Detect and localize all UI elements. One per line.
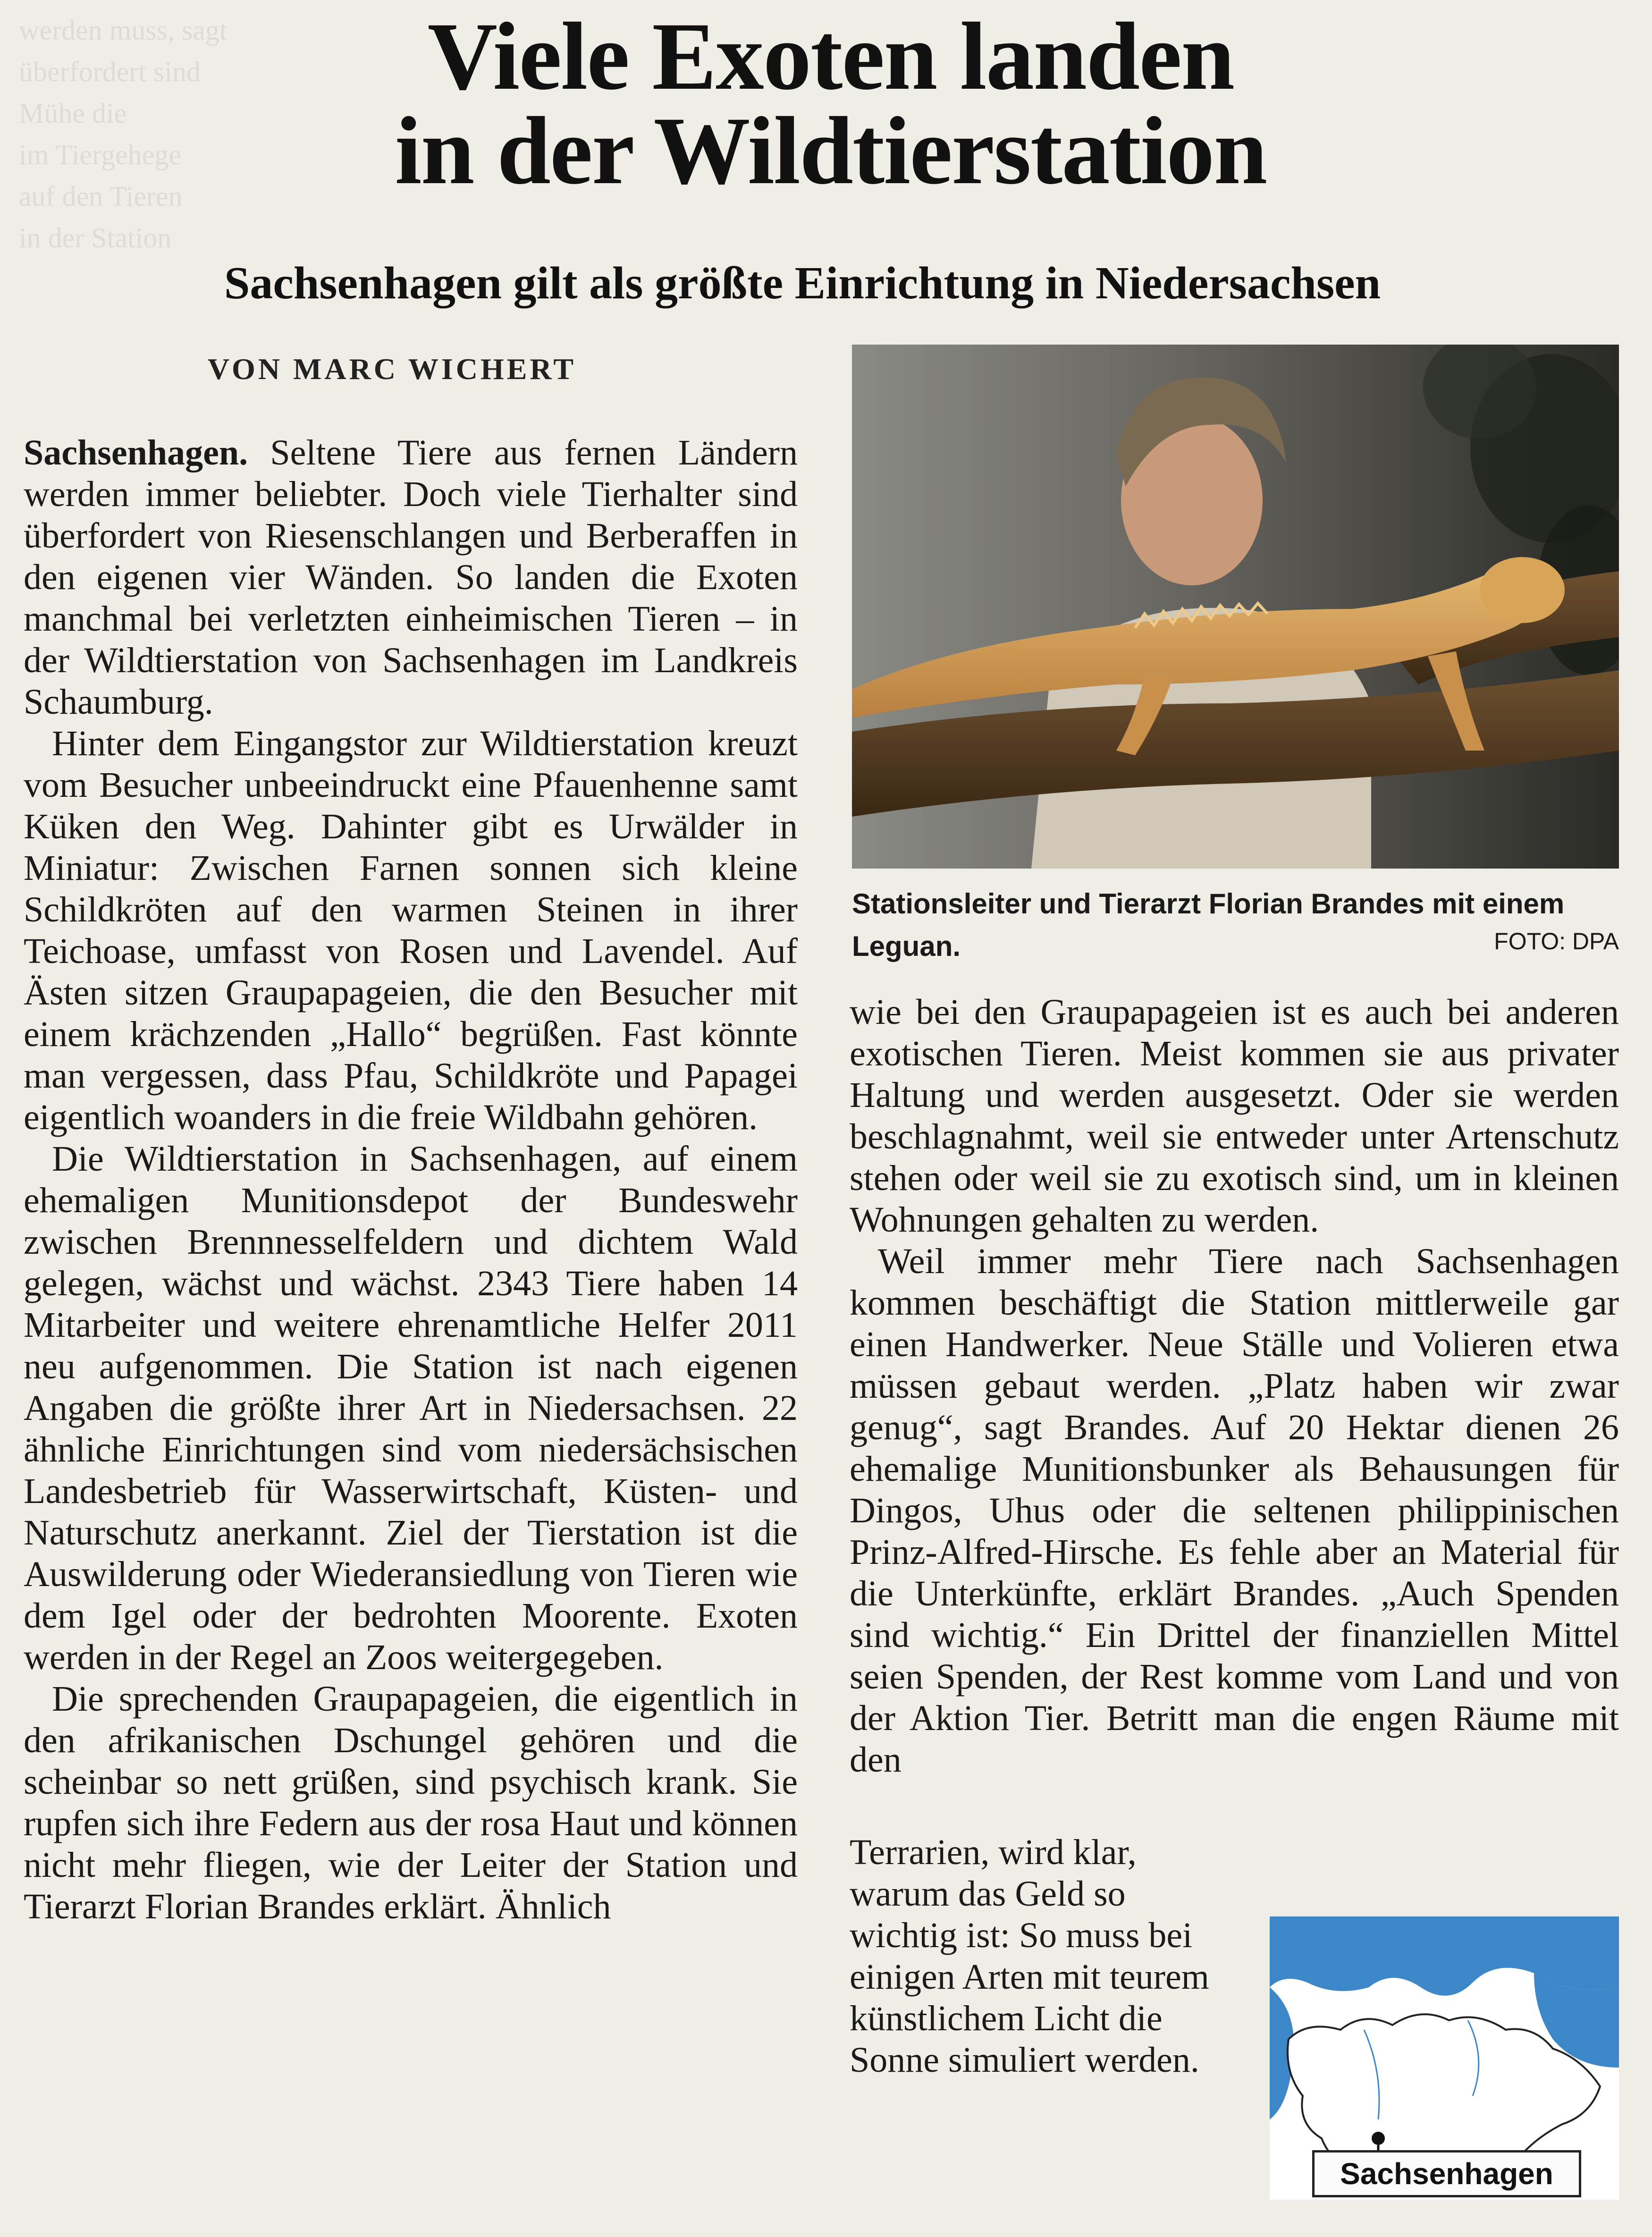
headline-line-1: Viele Exoten landen (427, 3, 1234, 110)
photo-caption: Stationsleiter und Tierarzt Florian Brandes mit einem Leguan. (852, 888, 1565, 962)
article-column-left (24, 432, 798, 2226)
dateline: Sachsenhagen. (24, 433, 248, 473)
article-paragraph: Die sprechenden Graupapageien, die eigentlich in den afrikanischen Dschungel gehören und die scheinbar so nett grüßen, sind psychisch krank. Sie rupfen sich ihre Federn aus der rosa Haut und können nicht mehr fliegen, wie der Leiter der Station und Tierarzt Florian Brandes erklärt. Ähnlich (24, 1679, 798, 1926)
location-pin-icon (1372, 2132, 1385, 2145)
map-location-label: Sachsenhagen (1312, 2150, 1581, 2197)
article-paragraph: Terrarien, wird klar, warum das Geld so wichtig ist: So muss bei einigen Arten mit teurem künstlichem Licht die Sonne simuliert werden. (850, 1832, 1209, 2080)
article-paragraph: Die Wildtierstation in Sachsenhagen, auf einem ehemaligen Munitionsdepot der Bundeswehr zwischen Brennnesselfeldern und dichtem Wald gelegen, wächst und wächst. 2343 Tiere haben 14 Mitarbeiter und weitere ehrenamtliche Helfer 2011 neu aufgenommen. Die Station ist nach eigenen Angaben die größte ihrer Art in Niedersachsen. 22 ähnliche Einrichtungen sind vom niedersächsischen Landesbetrieb für Wasserwirtschaft, Küsten- und Naturschutz anerkannt. Ziel der Tierstation ist die Auswilderung oder Wiederansiedlung von Tieren wie dem Igel oder der bedrohten Moorente. Exoten werden in der Regel an Zoos weitergegeben. (24, 1139, 798, 1677)
headline-line-2: in der Wildtierstation (395, 97, 1267, 204)
photo-credit: FOTO: DPA (1494, 928, 1619, 954)
headline (217, 3, 1444, 204)
photo-iguana-vet (852, 345, 1619, 869)
byline: VON MARC WICHERT (208, 352, 577, 386)
bleed-through-text: werden muss, sagt überfordert sind Mühe die im Tiergehege auf den Tieren in der Station (19, 15, 228, 253)
paragraph-text: Seltene Tiere aus fernen Ländern werden immer beliebter. Doch viele Tierhalter sind überfordert von Riesenschlangen und Berberaffen in den eigenen vier Wänden. So landen die Exoten manchmal bei verletzten einheimischen Tieren – in der Wildtierstation von Sachsenhagen im Landkreis Schaumburg. (24, 433, 798, 722)
article-photo (852, 345, 1619, 869)
article-paragraph (24, 432, 798, 723)
article-paragraph: wie bei den Graupapageien ist es auch bei anderen exotischen Tieren. Meist kommen sie aus privater Haltung und werden ausgesetzt. Oder sie werden beschlagnahmt, weil sie entweder unter Artenschutz stehen oder weil sie zu exotisch sind, um in kleinen Wohnungen gehalten zu werden. (850, 992, 1619, 1240)
article-paragraph: Hinter dem Eingangstor zur Wildtierstation kreuzt vom Besucher unbeeindruckt eine Pfauenhenne samt Küken den Weg. Dahinter gibt es Urwälder in Miniatur: Zwischen Farnen sonnen sich kleine Schildkröten auf den warmen Steinen in ihrer Teichoase, umfasst von Rosen und Lavendel. Auf Ästen sitzen Graupapageien, die den Besucher mit einem krächzenden „Hallo“ begrüßen. Fast könnte man vergessen, dass Pfau, Schildkröte und Papagei eigentlich woanders in die freie Wildbahn gehören. (24, 724, 798, 1137)
article-column-right (850, 991, 1619, 1832)
article-column-right-narrow (850, 1832, 1241, 2228)
article-paragraph: Weil immer mehr Tiere nach Sachsenhagen kommen beschäftigt die Station mittlerweile gar einen Handwerker. Neue Ställe und Volieren etwa müssen gebaut werden. „Platz haben wir zwar genug“, sagt Brandes. Auf 20 Hektar dienen 26 ehemalige Munitionsbunker als Behausungen für Dingos, Uhus oder die seltenen philippinischen Prinz-Alfred-Hirsche. Es fehle aber an Material für die Unterkünfte, erklärt Brandes. „Auch Spenden sind wichtig.“ Ein Drittel der finanziellen Mittel seien Spenden, der Rest komme vom Land und von der Aktion Tier. Betritt man die engen Räume mit den (850, 1241, 1619, 1780)
subheadline: Sachsenhagen gilt als größte Einrichtung in Niedersachsen (224, 258, 1381, 309)
